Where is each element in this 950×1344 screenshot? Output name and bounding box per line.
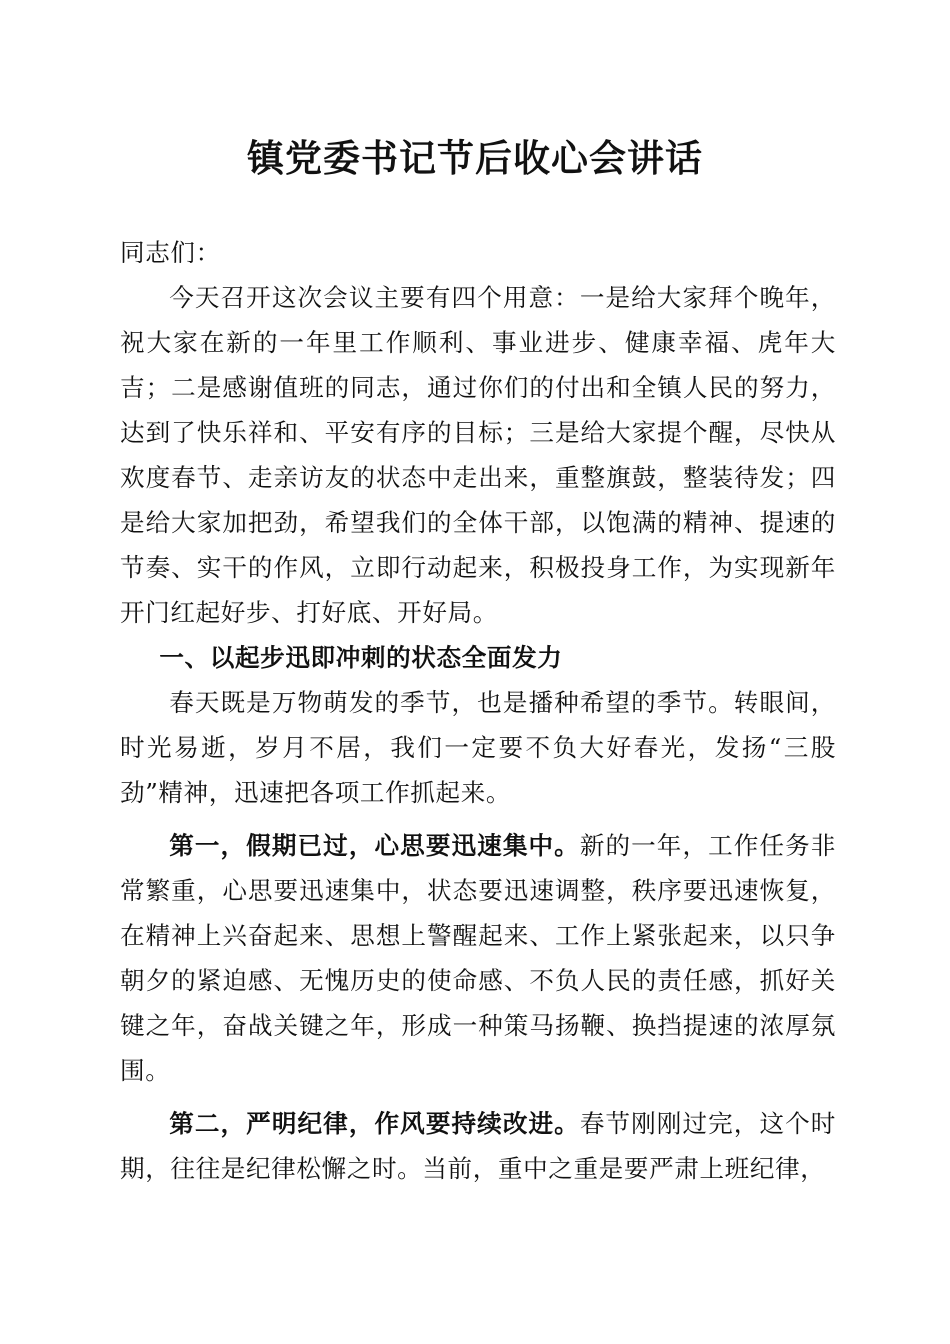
section-1-heading: 一、以起步迅即冲刺的状态全面发力 <box>159 643 563 672</box>
point-1-paragraph <box>120 823 836 1093</box>
point-2-paragraph <box>120 1101 836 1191</box>
document-title: 镇党委书记节后收心会讲话 <box>247 136 703 180</box>
salutation: 同志们： <box>120 238 221 267</box>
point-1-lead: 第一，假期已过，心思要迅速集中。 <box>169 831 580 860</box>
point-1-text: 新的一年，工作任务非常繁重，心思要迅速集中，状态要迅速调整，秩序要迅速恢复，在精神上兴奋起来、思想上警醒起来、工作上紧张起来，以只争朝夕的紧迫感、无愧历史的使命感、不负人民的责任感，抓好关键之年，奋战关键之年，形成一种策马扬鞭、换挡提速的浓厚氛围。 <box>120 831 836 1085</box>
point-2-lead: 第二，严明纪律，作风要持续改进。 <box>169 1109 580 1138</box>
section-1-intro: 春天既是万物萌发的季节，也是播种希望的季节。转眼间，时光易逝，岁月不居，我们一定要不负大好春光，发扬“三股劲”精神，迅速把各项工作抓起来。 <box>120 688 836 807</box>
intro-paragraph: 今天召开这次会议主要有四个用意：一是给大家拜个晚年，祝大家在新的一年里工作顺利、事业进步、健康幸福、虎年大吉；二是感谢值班的同志，通过你们的付出和全镇人民的努力，达到了快乐祥和、平安有序的目标；三是给大家提个醒，尽快从欢度春节、走亲访友的状态中走出来，重整旗鼓，整装待发；四是给大家加把劲，希望我们的全体干部，以饱满的精神、提速的节奏、实干的作风，立即行动起来，积极投身工作，为实现新年开门红起好步、打好底、开好局。 <box>120 283 836 627</box>
point-2-text: 春节刚刚过完，这个时期，往往是纪律松懈之时。当前，重中之重是要严肃上班纪律， <box>120 1109 836 1183</box>
document-body <box>120 230 836 1191</box>
